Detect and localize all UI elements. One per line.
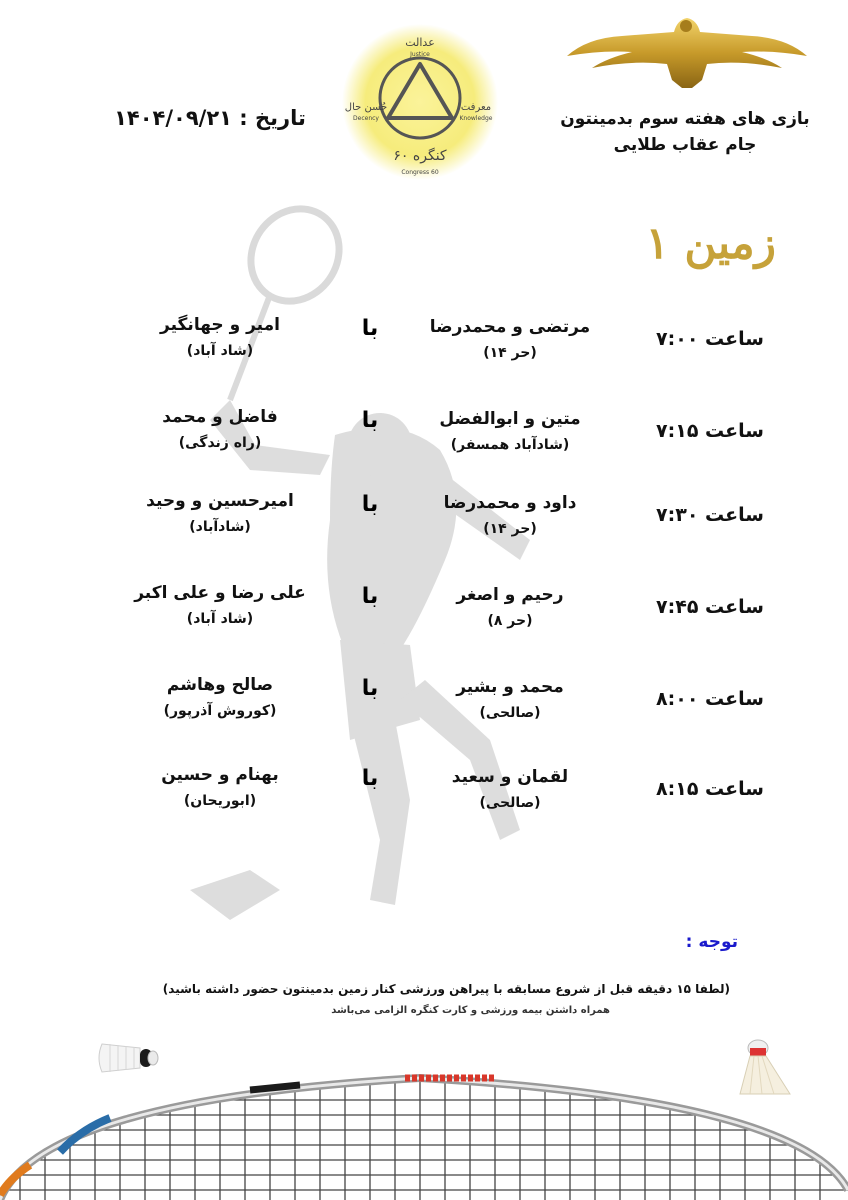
logo-decency-en: Decency <box>353 115 379 122</box>
team-b-players: امیرحسین و وحید <box>146 491 294 511</box>
team-b-players: علی رضا و علی اکبر <box>134 583 306 603</box>
team-b-players: صالح وهاشم <box>166 675 274 695</box>
vs-label: با <box>361 408 379 433</box>
team-a-players: رحیم و اصغر <box>456 585 564 605</box>
team-b-club: (شاد آباد) <box>186 343 254 359</box>
notice-label: توجه : <box>685 932 738 952</box>
cup-name: جام عقاب طلایی <box>613 135 757 155</box>
team-a-players: متین و ابوالفضل <box>439 409 581 429</box>
match-time: ساعت ۸:۱۵ <box>656 778 764 800</box>
event-title: بازی های هفته سوم بدمینتون <box>560 109 810 129</box>
notice-subtext: همراه داشتن بیمه ورزشی و کارت کنگره الزامی می‌باشد <box>331 1005 610 1016</box>
date-line <box>100 106 320 130</box>
match-time: ساعت ۷:۳۰ <box>656 504 764 526</box>
team-a-club: (حر ۱۴) <box>483 521 537 537</box>
team-a <box>410 492 610 540</box>
logo-knowledge: معرفت <box>460 102 492 113</box>
team-a-players: مرتضی و محمدرضا <box>429 317 591 337</box>
logo-justice-en: Justice <box>410 51 430 58</box>
team-a <box>410 408 610 456</box>
match-time: ساعت ۸:۰۰ <box>656 688 764 710</box>
golden-eagle-icon <box>562 8 812 90</box>
team-a-club: (صالحی) <box>479 705 541 721</box>
logo-justice: عدالت <box>405 36 435 49</box>
team-b-players: فاضل و محمد <box>162 407 278 427</box>
team-a-club: (حر ۱۴) <box>483 345 537 361</box>
match-row <box>0 491 848 564</box>
match-time: ساعت ۷:۰۰ <box>656 328 764 350</box>
vs-label: با <box>361 492 379 517</box>
team-b-club: (ابوریحان) <box>183 793 257 809</box>
team-a <box>410 766 610 814</box>
team-b-club: (کوروش آذرپور) <box>163 703 277 719</box>
vs-label: با <box>361 766 379 791</box>
date-value: ۱۴۰۴/۰۹/۲۱ <box>114 106 232 130</box>
team-b-players: امیر و جهانگیر <box>160 315 280 335</box>
match-row <box>0 765 848 838</box>
team-b <box>120 490 320 538</box>
congress60-logo-icon <box>330 20 510 190</box>
court-title: زمین ۱ <box>645 218 776 269</box>
vs-label: با <box>361 316 379 341</box>
match-row <box>0 675 848 748</box>
match-row <box>0 315 848 388</box>
racket-icon <box>0 1060 848 1200</box>
team-b-club: (راه زندگی) <box>178 435 262 451</box>
team-a-club: (شادآباد همسفر) <box>450 437 570 453</box>
team-a <box>410 316 610 364</box>
logo-knowledge-en: Knowledge <box>459 115 493 122</box>
match-time: ساعت ۷:۴۵ <box>656 596 764 618</box>
date-label: تاریخ : <box>239 106 306 130</box>
team-b-club: (شادآباد) <box>189 519 251 535</box>
team-b-club: (شاد آباد) <box>186 611 254 627</box>
team-b <box>120 764 320 812</box>
team-b <box>120 406 320 454</box>
team-a-players: محمد و بشیر <box>456 677 564 697</box>
logo-decency: حُسن حال <box>344 102 388 113</box>
team-a-club: (حر ۸) <box>487 613 533 629</box>
team-b <box>120 314 320 362</box>
team-a-players: داود و محمدرضا <box>443 493 577 513</box>
logo-congress: کنگره ۶۰ <box>393 148 447 164</box>
team-b-players: بهنام و حسین <box>161 765 279 785</box>
team-a-players: لقمان و سعید <box>451 767 569 787</box>
team-a-club: (صالحی) <box>479 795 541 811</box>
match-row <box>0 407 848 480</box>
team-a <box>410 584 610 632</box>
title-block <box>560 106 810 158</box>
notice-text: (لطفا ۱۵ دقیقه قبل از شروع مسابقه با پیراهن ورزشی کنار زمین بدمینتون حضور داشته باشید) <box>162 982 730 996</box>
match-time: ساعت ۷:۱۵ <box>656 420 764 442</box>
vs-label: با <box>361 584 379 609</box>
logo-congress-en: Congress 60 <box>401 169 439 176</box>
team-a <box>410 676 610 724</box>
match-row <box>0 583 848 656</box>
vs-label: با <box>361 676 379 701</box>
team-b <box>120 674 320 722</box>
team-b <box>120 582 320 630</box>
